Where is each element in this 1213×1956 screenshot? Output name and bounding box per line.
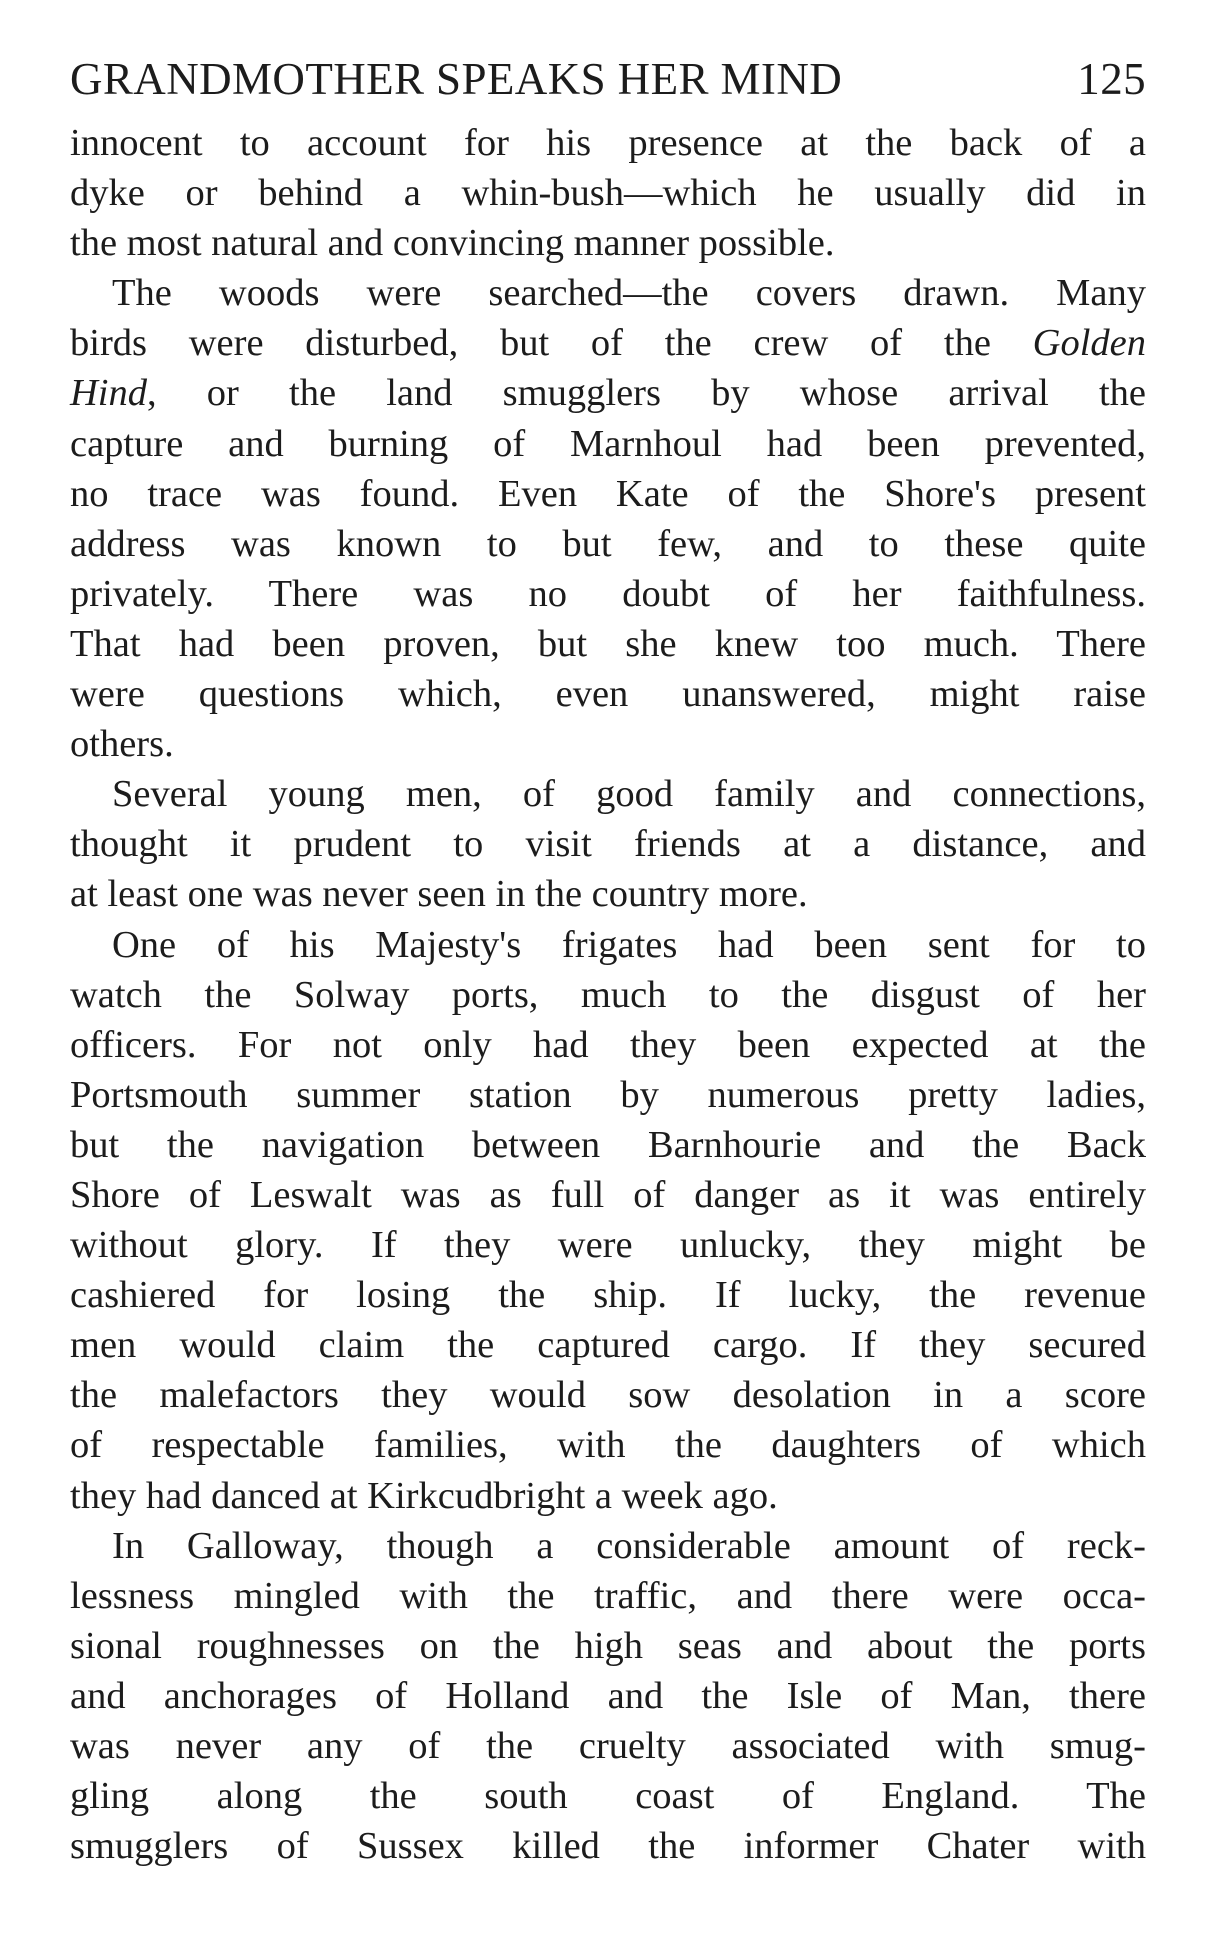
text-line: Several young men, of good family and connections, <box>112 773 1146 816</box>
text-line: were questions which, even unanswered, might raise <box>70 673 1146 716</box>
text-line: cashiered for losing the ship. If lucky, the revenue <box>70 1274 1146 1317</box>
text-line: address was known to but few, and to these quite <box>70 522 1146 565</box>
text-line: and anchorages of Holland and the Isle of Man, there <box>70 1674 1146 1717</box>
text-line: at least one was never seen in the country more. <box>70 873 808 916</box>
text-line: they had danced at Kirkcudbright a week ago. <box>70 1474 778 1517</box>
running-head <box>70 48 1146 114</box>
text-line: the most natural and convincing manner possible. <box>70 222 835 265</box>
page-number: 125 <box>1077 54 1146 104</box>
text-line: no trace was found. Even Kate of the Shore's present <box>70 472 1146 515</box>
text-line: was never any of the cruelty associated with smug- <box>70 1725 1146 1767</box>
text-line: lessness mingled with the traffic, and there were occa- <box>70 1574 1146 1617</box>
text-line: Hind, or the land smugglers by whose arrival the <box>70 372 1146 415</box>
book-page <box>70 48 1146 1871</box>
text-line: smugglers of Sussex killed the informer Chater with <box>70 1825 1146 1868</box>
text-line: In Galloway, though a considerable amount of reck- <box>112 1524 1146 1567</box>
text-line: officers. For not only had they been expected at the <box>70 1023 1146 1066</box>
text-line: of respectable families, with the daughters of which <box>70 1424 1146 1467</box>
paragraph <box>70 1521 1146 1872</box>
text-line: others. <box>70 723 174 766</box>
text-line: Shore of Leswalt was as full of danger as it was entirely <box>70 1173 1146 1216</box>
body-text <box>70 118 1146 1871</box>
text-line: One of his Majesty's frigates had been sent for to <box>112 923 1146 966</box>
text-line: watch the Solway ports, much to the disgust of her <box>70 973 1146 1016</box>
text-line: innocent to account for his presence at the back of a <box>70 122 1146 164</box>
text-line: capture and burning of Marnhoul had been prevented, <box>70 422 1146 465</box>
text-line: men would claim the captured cargo. If they secured <box>70 1324 1146 1367</box>
text-line: Portsmouth summer station by numerous pretty ladies, <box>70 1073 1146 1116</box>
text-line: sional roughnesses on the high seas and about the ports <box>70 1624 1146 1667</box>
text-line: The woods were searched—the covers drawn. Many <box>112 272 1146 315</box>
paragraph <box>70 920 1146 1521</box>
paragraph <box>70 118 1146 268</box>
text-line: without glory. If they were unlucky, they might be <box>70 1224 1146 1267</box>
text-line: That had been proven, but she knew too much. There <box>70 622 1146 665</box>
text-line: privately. There was no doubt of her faithfulness. <box>70 572 1146 615</box>
text-line: the malefactors they would sow desolation in a score <box>70 1374 1146 1417</box>
text-line: gling along the south coast of England. The <box>70 1775 1146 1818</box>
running-title: GRANDMOTHER SPEAKS HER MIND <box>70 54 843 104</box>
text-line: but the navigation between Barnhourie and the Back <box>70 1123 1146 1166</box>
text-line: dyke or behind a whin-bush—which he usually did in <box>70 172 1146 215</box>
paragraph <box>70 769 1146 919</box>
paragraph <box>70 268 1146 769</box>
text-line: birds were disturbed, but of the crew of the Golden <box>70 322 1146 365</box>
text-line: thought it prudent to visit friends at a distance, and <box>70 823 1146 866</box>
